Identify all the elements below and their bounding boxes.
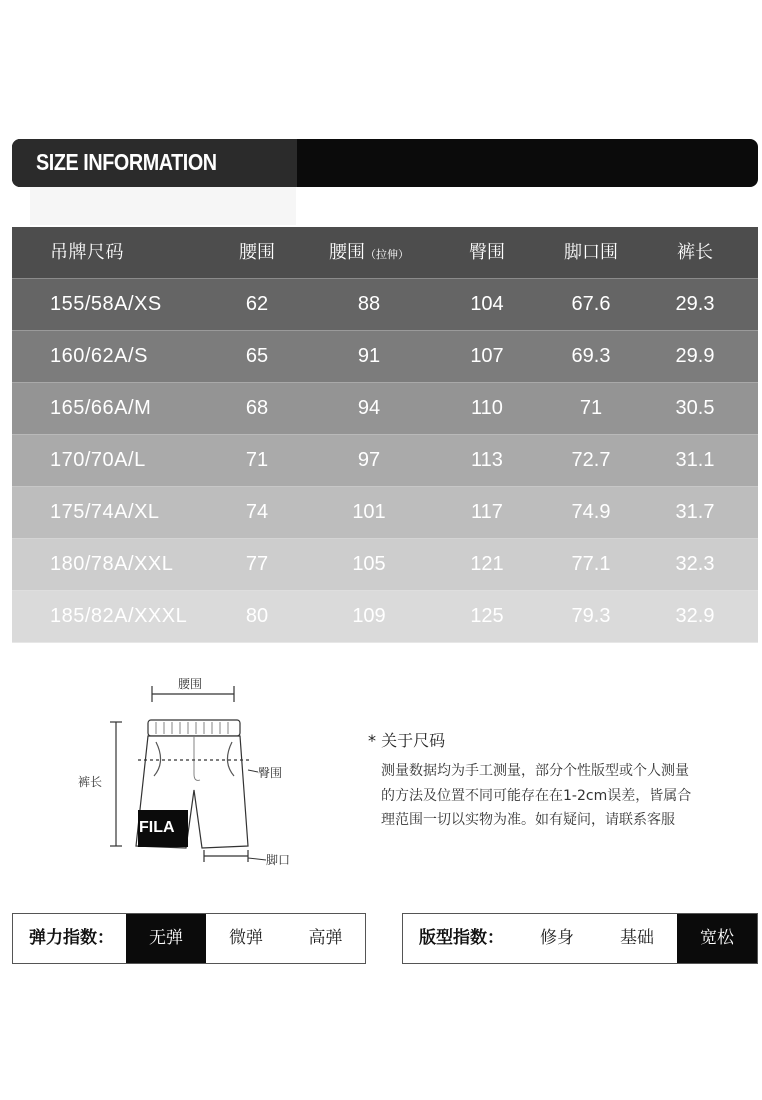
elasticity-option: 微弹 xyxy=(229,928,263,948)
hip-label: 臀围 xyxy=(258,766,283,780)
col-header-stretch-note: （拉伸） xyxy=(365,249,409,261)
cell-hem: 72.7 xyxy=(571,449,611,471)
cell-length: 32.9 xyxy=(675,605,715,627)
elasticity-label: 弹力指数： xyxy=(29,928,114,948)
cell-waist-stretch: 105 xyxy=(352,553,386,575)
col-header-waist-stretch-main: 腰围 xyxy=(329,242,365,262)
cell-hem: 74.9 xyxy=(571,501,611,523)
size-note-line: 理范围一切以实物为准。如有疑问，请联系客服 xyxy=(381,812,675,828)
cell-waist: 71 xyxy=(245,449,269,471)
table-header-row xyxy=(12,227,758,279)
cell-length: 31.1 xyxy=(675,449,715,471)
cell-size: 175/74A/XL xyxy=(50,501,160,523)
table-row xyxy=(12,487,758,539)
header-title: SIZE INFORMATION xyxy=(36,149,217,175)
shorts-waistband xyxy=(148,720,240,736)
col-header-waist: 腰围 xyxy=(239,242,275,262)
cell-size: 180/78A/XXL xyxy=(50,553,174,575)
col-header-hip: 臀围 xyxy=(469,242,505,262)
cell-size: 165/66A/M xyxy=(50,397,152,419)
col-header-waist-stretch xyxy=(314,227,424,278)
cell-waist: 65 xyxy=(245,345,269,367)
cell-size: 160/62A/S xyxy=(50,345,148,367)
cell-hip: 107 xyxy=(470,345,504,367)
cell-size: 185/82A/XXXL xyxy=(50,605,188,627)
cell-size: 155/58A/XS xyxy=(50,293,162,315)
size-note-line: 的方法及位置不同可能存在在1-2cm误差，皆属合 xyxy=(381,787,692,804)
cell-length: 29.9 xyxy=(675,345,715,367)
cell-waist-stretch: 109 xyxy=(352,605,386,627)
table-row xyxy=(12,331,758,383)
cell-hem: 79.3 xyxy=(571,605,611,627)
fila-logo: FILA xyxy=(139,819,175,836)
fit-option: 修身 xyxy=(540,928,574,948)
length-label: 裤长 xyxy=(78,775,103,789)
size-table xyxy=(12,227,758,643)
cell-waist: 77 xyxy=(245,553,269,575)
elasticity-index xyxy=(12,913,366,964)
size-note-body xyxy=(381,759,761,833)
cell-hip: 104 xyxy=(470,293,504,315)
table-row xyxy=(12,279,758,331)
fit-label: 版型指数： xyxy=(419,928,504,948)
fit-index xyxy=(402,913,758,964)
cell-waist: 62 xyxy=(245,293,269,315)
cell-waist: 68 xyxy=(245,397,269,419)
shorts-measurement-diagram xyxy=(70,670,310,880)
fit-option: 宽松 xyxy=(677,914,757,963)
elasticity-option: 无弹 xyxy=(126,914,206,963)
cell-size: 170/70A/L xyxy=(50,449,146,471)
cell-waist-stretch: 97 xyxy=(357,449,381,471)
cell-length: 30.5 xyxy=(675,397,715,419)
cell-hem: 71 xyxy=(579,397,603,419)
waist-label: 腰围 xyxy=(178,677,203,691)
table-row xyxy=(12,591,758,643)
fit-option: 基础 xyxy=(620,928,654,948)
cell-waist: 80 xyxy=(245,605,269,627)
cell-waist: 74 xyxy=(245,501,269,523)
col-header-size: 吊牌尺码 xyxy=(50,242,124,262)
hem-label: 脚口 xyxy=(266,853,291,867)
cell-hem: 77.1 xyxy=(571,553,611,575)
cell-waist-stretch: 91 xyxy=(357,345,381,367)
cell-hip: 117 xyxy=(471,501,503,523)
col-header-hem: 脚口围 xyxy=(564,242,618,262)
table-row xyxy=(12,539,758,591)
table-row xyxy=(12,435,758,487)
table-row xyxy=(12,383,758,435)
cell-waist-stretch: 101 xyxy=(352,501,386,523)
cell-length: 31.7 xyxy=(675,501,715,523)
header-shadow xyxy=(30,187,296,225)
cell-hem: 67.6 xyxy=(571,293,611,315)
cell-hip: 121 xyxy=(470,553,504,575)
col-header-length: 裤长 xyxy=(677,242,713,262)
cell-hip: 110 xyxy=(471,397,503,419)
cell-waist-stretch: 94 xyxy=(357,397,381,419)
cell-hip: 113 xyxy=(471,449,503,471)
size-info-header xyxy=(12,139,758,187)
cell-waist-stretch: 88 xyxy=(357,293,381,315)
cell-hem: 69.3 xyxy=(571,345,611,367)
cell-length: 32.3 xyxy=(675,553,715,575)
cell-hip: 125 xyxy=(470,605,504,627)
size-note-line: 测量数据均为手工测量，部分个性版型或个人测量 xyxy=(381,763,689,779)
cell-length: 29.3 xyxy=(675,293,715,315)
size-note-title: * 关于尺码 xyxy=(368,731,446,750)
elasticity-option: 高弹 xyxy=(308,928,343,948)
